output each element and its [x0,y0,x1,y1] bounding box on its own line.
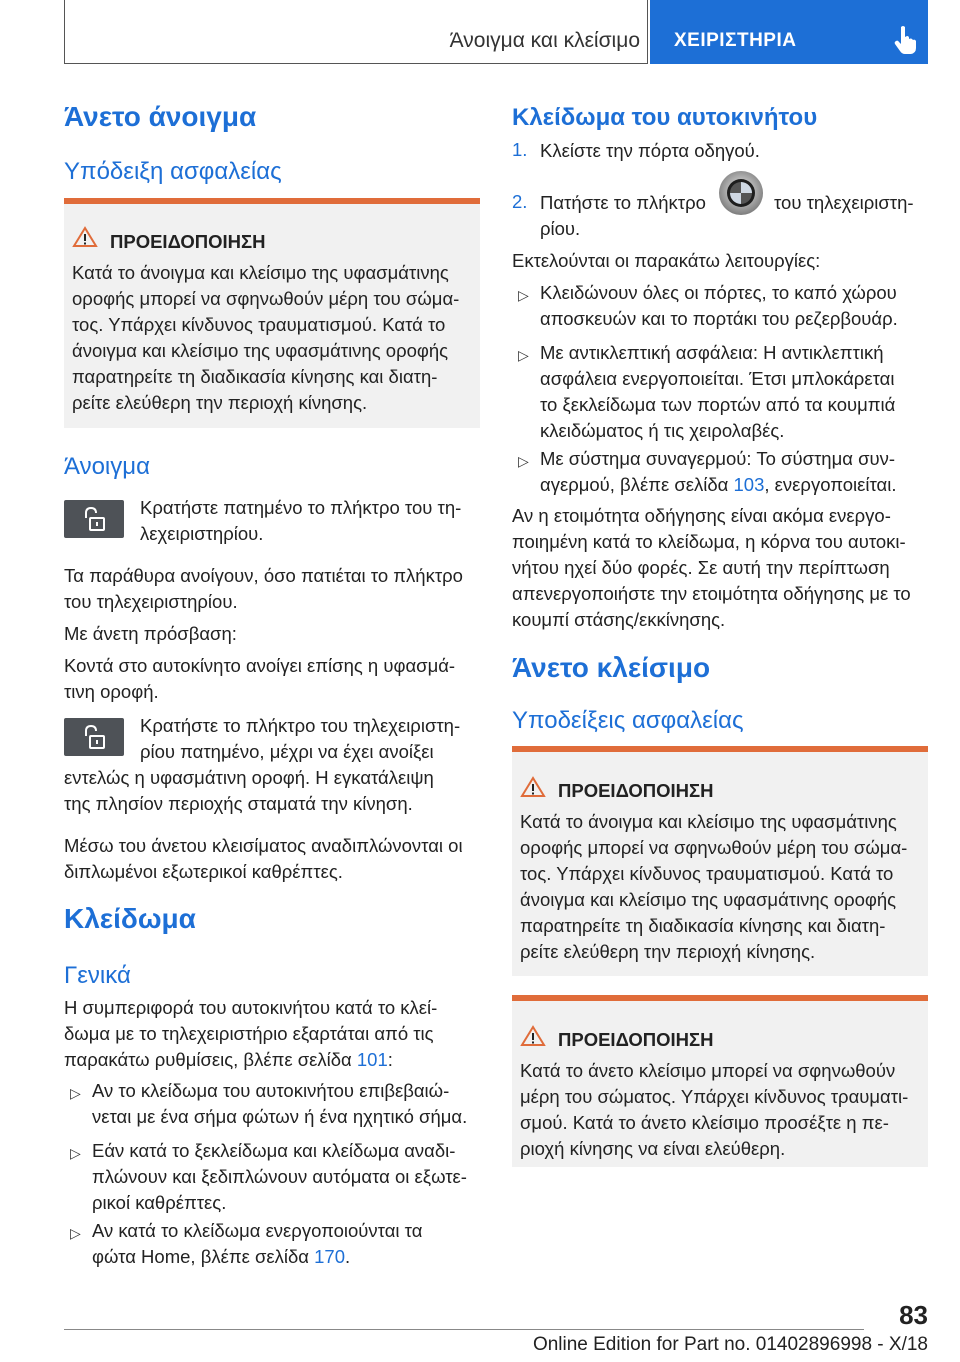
warning-title: ΠΡΟΕΙΔΟΠΟΙΗΣΗ [558,780,714,801]
heading-comfort-opening: Άνετο άνοιγμα [64,101,257,132]
left-bullet-1 [92,1078,467,1130]
warning-line: άνοιγμα και κλείσιμο της υφασμάτινης οροφής [520,889,897,910]
step2-text-c: ρίου. [540,218,581,239]
text-line: κουμπί στάσης/εκκίνησης. [512,609,726,630]
text-line: Αν η ετοιμότητα οδήγησης είναι ακόμα ενεργο- [512,505,891,526]
text-span: , ενεργοποιείται. [764,474,897,495]
bullet-triangle-icon: ▷ [70,1225,81,1241]
step2-text-a: Πατήστε το πλήκτρο [540,192,706,213]
text-line: Τα παράθυρα ανοίγουν, όσο πατιέται το πλήκτρο [64,565,463,586]
warning-icon [520,776,546,798]
right-bullet-3 [540,446,896,498]
heading-opening: Άνοιγμα [64,453,150,480]
heading-safety-notes: Υποδείξεις ασφαλείας [512,707,744,734]
text-line: πλώνουν και ξεδιπλώνουν αυτόματα οι εξωτε- [92,1166,467,1187]
text-line: διπλωμένοι εξωτερικοί καθρέπτες. [64,861,343,882]
text-line: κλειδώματος ή τις χειρολαβές. [540,420,785,441]
text-line: δωμα με το τηλεχειριστήριο εξαρτάται από τις [64,1023,434,1044]
text-line: εντελώς η υφασμάτινη οροφή. Η εγκατάλειψη [64,767,434,788]
right-bullet-2 [540,340,895,444]
unlock-button-icon [64,500,124,538]
text-line: το ξεκλείδωμα των πορτών από τα κουμπιά [540,394,896,415]
step-number: 2. [512,191,528,212]
warning-text [520,809,907,965]
warning-line: ρείτε ελεύθερη την περιοχή κίνησης. [72,392,368,413]
open-step2 [140,713,460,765]
bullet-triangle-icon: ▷ [70,1085,81,1101]
text-line: της πλησίον περιοχής σταματά την κίνηση. [64,793,413,814]
text-line: Κρατήστε πατημένο το πλήκτρο του τη- [140,497,462,518]
warning-text [520,1058,908,1162]
text-span: παρακάτω ρυθμίσεις, βλέπε σελίδα [64,1049,357,1070]
step1-text: Κλείστε την πόρτα οδηγού. [540,140,760,161]
text-line: τινη οροφή. [64,681,159,702]
unlock-glyph [64,718,124,756]
warning-line: μέρη του σώματος. Υπάρχει κίνδυνος τραυματι- [520,1086,909,1107]
warning-line: παρατηρείτε τη διαδικασία κίνησης και διατη- [520,915,886,936]
heading-lock-car: Κλείδωμα του αυτοκινήτου [512,104,818,131]
text-line: νήτου ηχεί δύο φορές. Σε αυτή την περίπτωση [512,557,890,578]
left-bullet-3 [92,1218,422,1270]
warning-title: ΠΡΟΕΙΔΟΠΟΙΗΣΗ [558,1029,714,1050]
text-line: Με σύστημα συναγερμού: Το σύστημα συν- [540,448,896,469]
warning-icon [520,1025,546,1047]
left-bullet-2 [92,1138,467,1216]
page-link-170[interactable]: 170 [314,1246,346,1267]
page-number: 83 [899,1300,928,1330]
text-line: ασφάλεια ενεργοποιείται. Έτσι μπλοκάρεται [540,368,895,389]
heading-general: Γενικά [64,962,131,989]
page-link-101[interactable]: 101 [356,1049,388,1070]
bmw-logo-glyph [718,170,764,216]
text-line: ρικοί καθρέπτες. [92,1192,227,1213]
unlock-glyph [64,500,124,538]
right-bullet-1 [540,280,898,332]
warning-line: ρείτε ελεύθερη την περιοχή κίνησης. [520,941,816,962]
header-section-title: Άνοιγμα και κλείσιμο [449,29,640,52]
edition-footer: Online Edition for Part no. 01402896998 - X/18 [532,1334,928,1355]
heading-safety-note: Υπόδειξη ασφαλείας [64,158,282,185]
text-line: λεχειριστηρίου. [140,523,264,544]
heading-locking: Κλείδωμα [64,903,196,934]
text-line: Μέσω του άνετου κλεισίματος αναδιπλώνονται οι [64,835,463,856]
text-line: Με αντικλεπτική ασφάλεια: Η αντικλεπτική [540,342,884,363]
warning-box-3 [512,995,928,1167]
text-line: Αν το κλείδωμα του αυτοκινήτου επιβεβαιώ- [92,1080,450,1101]
text-line: Κοντά στο αυτοκίνητο ανοίγει επίσης η υφασμά- [64,655,456,676]
warning-line: Κατά το άνετο κλείσιμο μπορεί να σφηνωθούν [520,1060,896,1081]
text-span: φώτα Home, βλέπε σελίδα [92,1246,315,1267]
warning-line: οροφής μπορεί να σφηνωθούν μέρη του σώμα- [72,288,460,309]
warning-title: ΠΡΟΕΙΔΟΠΟΙΗΣΗ [110,231,266,252]
text-line: Κρατήστε το πλήκτρο του τηλεχειριστη- [140,715,461,736]
warning-line: τος. Υπάρχει κίνδυνος τραυματισμού. Κατά το [520,863,894,884]
text-line [540,472,896,498]
open-para3 [64,653,455,705]
warning-box-2 [512,746,928,976]
open-step2-continued [64,765,434,817]
bullet-triangle-icon: ▷ [70,1145,81,1161]
text-line [92,1244,422,1270]
warning-box-1 [64,198,480,428]
text-span: : [387,1049,393,1070]
warning-text [72,260,459,416]
header-tab-label: ΧΕΙΡΙΣΤΗΡΙΑ [674,30,797,51]
warning-line: οροφής μπορεί να σφηνωθούν μέρη του σώμα- [520,837,908,858]
text-span: . [345,1246,351,1267]
general-para [64,995,437,1073]
unlock-button-icon [64,718,124,756]
step-number: 1. [512,139,528,160]
text-line: νεται με ένα σήμα φώτων ή ένα ηχητικό σήμα. [92,1106,468,1127]
text-line [64,1047,437,1073]
warning-line: ριοχή κίνησης να είναι ελεύθερη. [520,1138,786,1159]
warning-line: τος. Υπάρχει κίνδυνος τραυματισμού. Κατά το [72,314,446,335]
open-para1 [64,563,463,615]
text-line: ρίου πατημένο, μέχρι να έχει ανοίξει [140,741,434,762]
touch-hand-icon [892,24,920,54]
warning-icon [72,226,98,248]
warning-line: Κατά το άνοιγμα και κλείσιμο της υφασμάτινης [72,262,449,283]
text-span: αγερμού, βλέπε σελίδα [540,474,734,495]
warning-line: παρατηρείτε τη διαδικασία κίνησης και διατη- [72,366,438,387]
open-para2: Με άνετη πρόσβαση: [64,623,237,644]
text-line: Η συμπεριφορά του αυτοκινήτου κατά το κλεί- [64,997,438,1018]
warning-line: Κατά το άνοιγμα και κλείσιμο της υφασμάτινης [520,811,897,832]
functions-intro: Εκτελούνται οι παρακάτω λειτουργίες: [512,250,821,271]
text-line: αποσκευών και το πορτάκι του ρεζερβουάρ. [540,308,898,329]
bullet-triangle-icon: ▷ [518,287,529,303]
open-step1 [140,495,461,547]
step2-text-b: του τηλεχειριστη- [774,192,914,213]
heading-comfort-closing: Άνετο κλείσιμο [512,652,711,683]
text-line: Αν κατά το κλείδωμα ενεργοποιούνται τα [92,1220,423,1241]
bullet-triangle-icon: ▷ [518,453,529,469]
text-line: ποιημένη κατά το κλείδωμα, η κόρνα του αυτοκι- [512,531,906,552]
text-line: απενεργοποιήστε την ετοιμότητα οδήγησης με το [512,583,911,604]
page-link-103[interactable]: 103 [733,474,765,495]
warning-line: άνοιγμα και κλείσιμο της υφασμάτινης οροφής [72,340,449,361]
bullet-triangle-icon: ▷ [518,347,529,363]
warning-line: σμού. Κατά το άνετο κλείσιμο προσέξτε η πε- [520,1112,889,1133]
readiness-para [512,503,911,633]
header-tab[interactable] [650,0,928,64]
footer-divider [64,1329,864,1330]
bmw-logo-icon [718,170,764,216]
text-line: Εάν κατά το ξεκλείδωμα και κλείδωμα αναδι- [92,1140,456,1161]
text-line: του τηλεχειριστηρίου. [64,591,238,612]
open-para4 [64,833,463,885]
text-line: Κλειδώνουν όλες οι πόρτες, το καπό χώρου [540,282,897,303]
